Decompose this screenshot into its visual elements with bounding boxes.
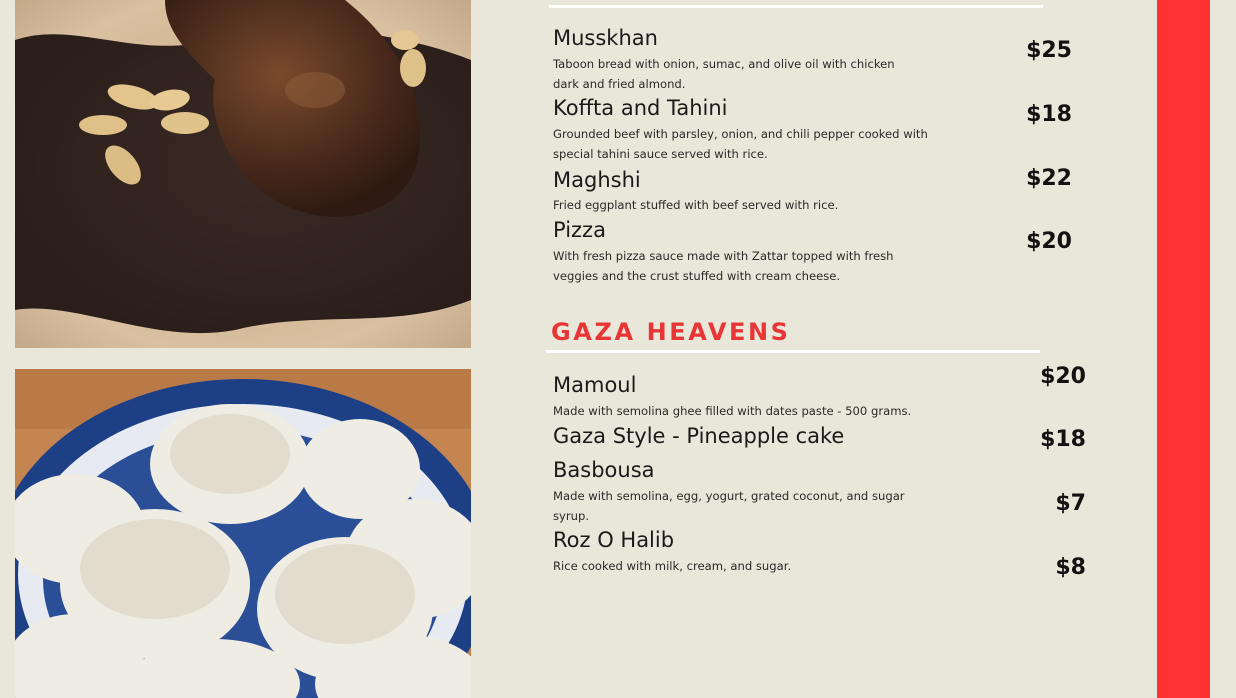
menu-item-name: Pizza [553,218,606,242]
menu-item-price: $18 [1026,102,1072,127]
menu-item-description: Grounded beef with parsley, onion, and chili pepper cooked with special tahini sauce served with rice. [553,127,928,161]
menu-item-description: With fresh pizza sauce made with Zattar topped with fresh veggies and the crust stuffed with cream cheese. [553,249,894,283]
menu-item-name: Basbousa [553,458,655,482]
accent-red-bar [1157,0,1210,698]
divider-rule [546,350,1040,353]
menu-item-description: Rice cooked with milk, cream, and sugar. [553,559,792,573]
menu-item-price: $20 [1026,229,1072,254]
menu-item-name: Musskhan [553,26,658,50]
menu-item-description: Made with semolina, egg, yogurt, grated coconut, and sugar syrup. [553,489,905,523]
divider-rule [549,5,1043,8]
menu-item-price: $7 [1055,491,1086,516]
menu-item-name: Roz O Halib [553,528,675,552]
menu-item-description: Made with semolina ghee filled with dates paste - 500 grams. [553,404,912,418]
menu-item-price: $8 [1055,555,1086,580]
menu-item-description: Fried eggplant stuffed with beef served with rice. [553,198,839,212]
menu-item-price: $18 [1040,427,1086,452]
menu-item-price: $22 [1026,166,1072,191]
menu-item-description: Taboon bread with onion, sumac, and olive oil with chicken dark and fried almond. [553,57,895,91]
menu-item-price: $25 [1026,38,1072,63]
menu-item-name: Koffta and Tahini [553,96,728,120]
menu-item-name: Gaza Style - Pineapple cake [553,424,845,448]
mamoul-cookies-photo [15,369,471,698]
menu-item-price: $20 [1040,364,1086,389]
musakhan-dish-photo [15,0,471,348]
menu-item-name: Maghshi [553,168,641,192]
menu-item-name: Mamoul [553,373,637,397]
section-title: GAZA HEAVENS [551,318,791,346]
